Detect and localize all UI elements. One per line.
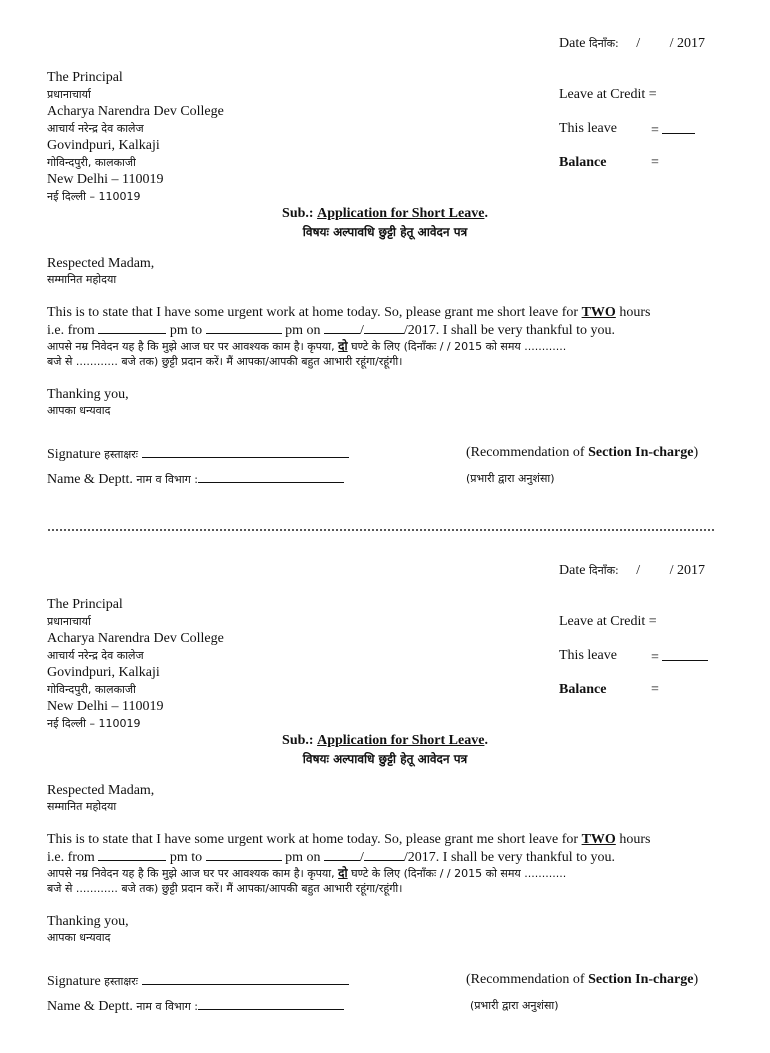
from-label: i.e. from: [47, 323, 95, 338]
body-line2: [47, 849, 615, 865]
recommendation-close: ): [693, 445, 699, 460]
signature-label-hi: हस्ताक्षरः: [104, 448, 139, 461]
body-two-hours: TWO: [581, 832, 616, 847]
signature-line: [47, 446, 349, 462]
date-line: [559, 37, 705, 51]
name-label-hi: नाम व विभाग :: [136, 473, 199, 486]
date-year: / 2017: [669, 36, 706, 51]
this-leave-blank[interactable]: [662, 122, 695, 134]
from-time-blank[interactable]: [98, 322, 166, 334]
body-hi1-text-b: घण्टे के लिए (दिनाँकः / / 2015 को समय ............: [351, 340, 567, 353]
to-label: pm to: [169, 323, 203, 338]
subject-line: [0, 733, 770, 749]
recommendation-hi: (प्रभारी द्वारा अनुशंसा): [470, 999, 559, 1012]
to-time-blank[interactable]: [206, 849, 282, 861]
body-two-hours: TWO: [581, 305, 616, 320]
addressee-line4-hi: नई दिल्ली – 110019: [47, 190, 141, 203]
date-label-hi: दिनाँक:: [588, 37, 619, 50]
name-label: Name & Deptt.: [47, 999, 133, 1014]
date-sep: /: [360, 323, 364, 338]
subject-period: .: [484, 206, 488, 221]
body-hi1-do: दो: [338, 866, 348, 880]
leave-form-copy-1: [0, 0, 770, 526]
body-line1-text: This is to state that I have some urgent work at home today. So, please grant me short leave for: [47, 305, 579, 320]
signature-label: Signature: [47, 974, 101, 989]
subject-prefix: Sub.:: [282, 733, 314, 748]
to-label: pm to: [169, 850, 203, 865]
signature-blank[interactable]: [142, 446, 349, 458]
salutation-hi: सम्मानित महोदया: [47, 800, 117, 813]
closing-hi: आपका धन्यवाद: [47, 404, 111, 417]
subject-text: Application for Short Leave: [317, 733, 485, 748]
this-leave-label: This leave: [559, 121, 617, 136]
salutation: Respected Madam,: [47, 256, 155, 271]
recommendation-text: (Recommendation of: [466, 972, 585, 987]
leave-credit-label: Leave at Credit =: [559, 87, 657, 102]
salutation: Respected Madam,: [47, 783, 155, 798]
name-label-hi: नाम व विभाग :: [136, 1000, 199, 1013]
signature-blank[interactable]: [142, 973, 349, 985]
leave-form-copy-2: [0, 527, 770, 1053]
recommendation-line: [466, 446, 698, 460]
addressee-line1: The Principal: [47, 597, 123, 612]
signature-label-hi: हस्ताक्षरः: [104, 975, 139, 988]
balance-equals: =: [651, 155, 659, 170]
body-line1-hours: hours: [619, 832, 651, 847]
day-blank[interactable]: [324, 322, 360, 334]
addressee-line3-hi: गोविन्दपुरी, कालकाजी: [47, 683, 136, 696]
date-year: / 2017: [669, 563, 706, 578]
addressee-line3: Govindpuri, Kalkaji: [47, 665, 160, 680]
month-blank[interactable]: [364, 849, 404, 861]
on-label: pm on: [285, 323, 321, 338]
this-leave-blank[interactable]: [662, 649, 708, 661]
closing: Thanking you,: [47, 387, 129, 402]
body-hi1-text-b: घण्टे के लिए (दिनाँकः / / 2015 को समय ............: [351, 867, 567, 880]
from-time-blank[interactable]: [98, 849, 166, 861]
body-hi1-do: दो: [338, 339, 348, 353]
recommendation-line: [466, 973, 698, 987]
addressee-line1: The Principal: [47, 70, 123, 85]
name-line: [47, 471, 344, 487]
salutation-hi: सम्मानित महोदया: [47, 273, 117, 286]
subject-hi: विषयः अल्पावधि छुट्टी हेतू आवेदन पत्र: [302, 225, 468, 239]
balance-label: Balance: [559, 155, 607, 170]
subject-text: Application for Short Leave: [317, 206, 485, 221]
addressee-line1-hi: प्रधानाचार्या: [47, 88, 91, 101]
date-sep: /: [360, 850, 364, 865]
addressee-line4-hi: नई दिल्ली – 110019: [47, 717, 141, 730]
body-hi-line1: [47, 340, 566, 352]
subject-hi: विषयः अल्पावधि छुट्टी हेतू आवेदन पत्र: [302, 752, 468, 766]
addressee-line2-hi: आचार्य नरेन्द्र देव कालेज: [47, 122, 144, 135]
subject-line: [0, 206, 770, 222]
date-slash: /: [636, 36, 641, 51]
date-slash: /: [636, 563, 641, 578]
body-hi1-text: आपसे नम्र निवेदन यह है कि मुझे आज घर पर आवश्यक काम है। कृपया,: [47, 340, 335, 353]
recommendation-close: ): [693, 972, 699, 987]
month-blank[interactable]: [364, 322, 404, 334]
subject-prefix: Sub.:: [282, 206, 314, 221]
recommendation-section: Section In-charge: [588, 972, 694, 987]
name-label: Name & Deptt.: [47, 472, 133, 487]
closing-hi: आपका धन्यवाद: [47, 931, 111, 944]
addressee-line4: New Delhi – 110019: [47, 172, 164, 187]
recommendation-section: Section In-charge: [588, 445, 694, 460]
addressee-line4: New Delhi – 110019: [47, 699, 164, 714]
name-blank[interactable]: [198, 471, 344, 483]
addressee-line3: Govindpuri, Kalkaji: [47, 138, 160, 153]
date-line: [559, 564, 705, 578]
body-hi1-text: आपसे नम्र निवेदन यह है कि मुझे आज घर पर आवश्यक काम है। कृपया,: [47, 867, 335, 880]
signature-line: [47, 973, 349, 989]
from-label: i.e. from: [47, 850, 95, 865]
date-label: Date: [559, 36, 586, 51]
body-hi-line2: बजे से ............ बजे तक) छुट्टी प्रदान करें। मैं आपका/आपकी बहुत आभारी रहूंगा/रहूंगी।: [47, 882, 403, 895]
body-line2-end: /2017. I shall be very thankful to you.: [403, 323, 616, 338]
addressee-line3-hi: गोविन्दपुरी, कालकाजी: [47, 156, 136, 169]
to-time-blank[interactable]: [206, 322, 282, 334]
this-leave-label: This leave: [559, 648, 617, 663]
name-line: [47, 998, 344, 1014]
date-label: Date: [559, 563, 586, 578]
body-line1: [47, 833, 650, 847]
day-blank[interactable]: [324, 849, 360, 861]
body-hi-line1: [47, 867, 566, 879]
closing: Thanking you,: [47, 914, 129, 929]
addressee-line2-hi: आचार्य नरेन्द्र देव कालेज: [47, 649, 144, 662]
body-line2: [47, 322, 615, 338]
signature-label: Signature: [47, 447, 101, 462]
subject-period: .: [484, 733, 488, 748]
this-leave-equals: =: [651, 123, 659, 138]
addressee-line2: Acharya Narendra Dev College: [47, 104, 224, 119]
recommendation-hi: (प्रभारी द्वारा अनुशंसा): [466, 472, 555, 485]
body-line1-hours: hours: [619, 305, 651, 320]
body-line1-text: This is to state that I have some urgent work at home today. So, please grant me short leave for: [47, 832, 579, 847]
body-hi-line2: बजे से ............ बजे तक) छुट्टी प्रदान करें। मैं आपका/आपकी बहुत आभारी रहूंगा/रहूंगी।: [47, 355, 403, 368]
recommendation-text: (Recommendation of: [466, 445, 585, 460]
body-line1: [47, 306, 650, 320]
leave-credit-label: Leave at Credit =: [559, 614, 657, 629]
this-leave-value[interactable]: [651, 649, 708, 665]
addressee-line1-hi: प्रधानाचार्या: [47, 615, 91, 628]
addressee-line2: Acharya Narendra Dev College: [47, 631, 224, 646]
on-label: pm on: [285, 850, 321, 865]
body-line2-end: /2017. I shall be very thankful to you.: [403, 850, 616, 865]
balance-label: Balance: [559, 682, 607, 697]
name-blank[interactable]: [198, 998, 344, 1010]
balance-equals: =: [651, 682, 659, 697]
this-leave-value[interactable]: [651, 122, 695, 138]
date-label-hi: दिनाँक:: [588, 564, 619, 577]
this-leave-equals: =: [651, 650, 659, 665]
